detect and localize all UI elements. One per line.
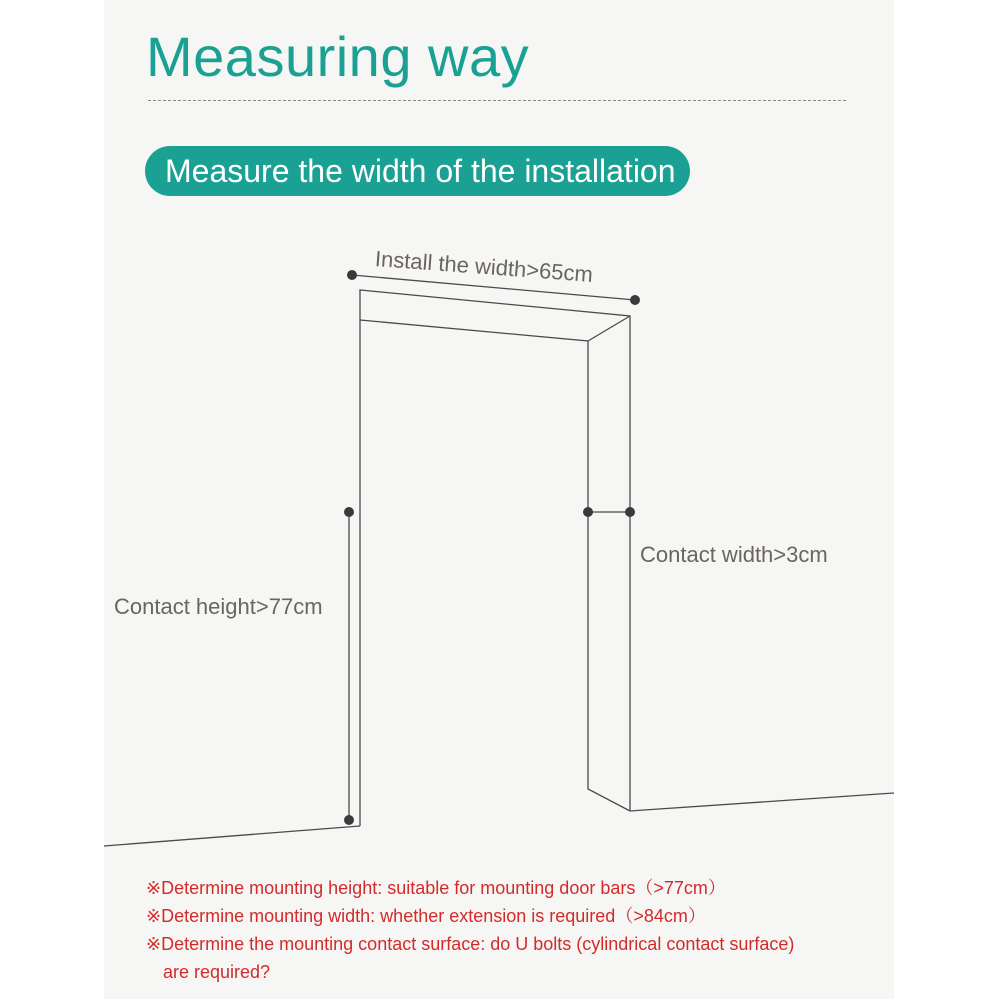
notes-list	[146, 874, 876, 986]
contact-height-top-dot	[344, 507, 354, 517]
note-mounting-height: ※Determine mounting height: suitable for mounting door bars（>77cm）	[146, 878, 726, 898]
install-width-end-dot	[630, 295, 640, 305]
page-title: Measuring way	[146, 25, 530, 88]
floor-line-right	[630, 793, 894, 811]
contact-height-bottom-dot	[344, 815, 354, 825]
door-frame-inner	[360, 320, 630, 811]
door-frame-outer	[360, 290, 630, 826]
door-frame-top-bevel	[588, 316, 630, 341]
section-label-pill: Measure the width of the installation	[145, 146, 690, 196]
contact-width-label: Contact width>3cm	[640, 542, 828, 567]
contact-width-left-dot	[583, 507, 593, 517]
contact-width-right-dot	[625, 507, 635, 517]
install-width-label: Install the width>65cm	[374, 246, 594, 287]
note-contact-surface-continued: are required?	[163, 962, 271, 982]
floor-line-left	[104, 826, 360, 846]
contact-height-label: Contact height>77cm	[114, 594, 323, 619]
install-width-start-dot	[347, 270, 357, 280]
note-mounting-width: ※Determine mounting width: whether extension is required（>84cm）	[146, 906, 706, 926]
note-contact-surface: ※Determine the mounting contact surface: do U bolts (cylindrical contact surface)	[146, 934, 795, 954]
